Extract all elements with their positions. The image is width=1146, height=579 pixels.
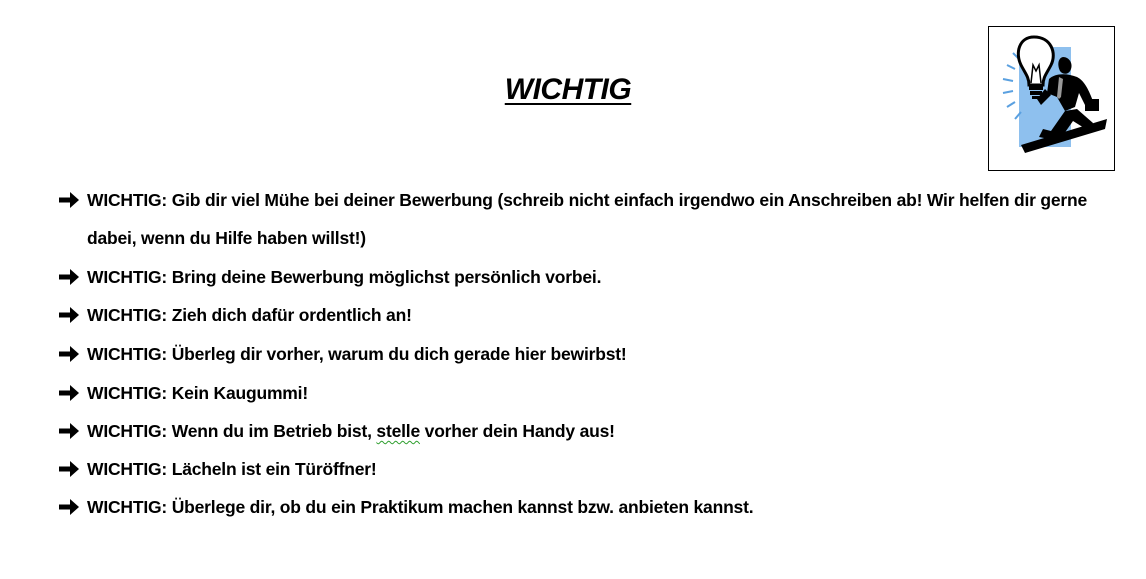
item-label: WICHTIG:: [87, 267, 168, 287]
item-label: WICHTIG:: [87, 383, 168, 403]
item-text: Gib dir viel Mühe bei deiner Bewerbung (schreib nicht einfach irgendwo ein Anschreiben ab! Wir helfen dir gerne dabei, wenn du Hilfe haben willst!): [87, 190, 1088, 248]
right-arrow-icon: [58, 191, 80, 209]
lightbulb-businessman-icon: [988, 26, 1115, 171]
right-arrow-icon: [58, 460, 80, 478]
item-label: WICHTIG:: [87, 344, 168, 364]
item-text: Bring deine Bewerbung möglichst persönlich vorbei.: [171, 267, 602, 287]
list-item: [58, 374, 1118, 412]
right-arrow-icon: [58, 306, 80, 324]
list-item: [58, 296, 1118, 334]
item-text: Kein Kaugummi!: [171, 383, 308, 403]
list-item: [58, 335, 1118, 373]
spellcheck-marked-word: stelle: [376, 421, 420, 441]
item-text-before: Wenn du im Betrieb bist,: [171, 421, 372, 441]
item-text: Überlege dir, ob du ein Praktikum machen kannst bzw. anbieten kannst.: [171, 497, 754, 517]
item-label: WICHTIG:: [87, 421, 168, 441]
item-label: WICHTIG:: [87, 190, 168, 210]
list-item: [58, 488, 1118, 526]
right-arrow-icon: [58, 422, 80, 440]
right-arrow-icon: [58, 498, 80, 516]
page-title: WICHTIG: [504, 73, 632, 106]
item-text-after: vorher dein Handy aus!: [424, 421, 615, 441]
list-item: [58, 258, 1118, 296]
item-text: Überleg dir vorher, warum du dich gerade hier bewirbst!: [171, 344, 627, 364]
list-item: [58, 412, 1118, 450]
item-label: WICHTIG:: [87, 459, 168, 479]
item-text: Lächeln ist ein Türöffner!: [171, 459, 377, 479]
item-label: WICHTIG:: [87, 305, 168, 325]
right-arrow-icon: [58, 345, 80, 363]
item-label: WICHTIG:: [87, 497, 168, 517]
list-item: [58, 181, 1118, 257]
right-arrow-icon: [58, 384, 80, 402]
right-arrow-icon: [58, 268, 80, 286]
list-item: [58, 450, 1118, 488]
item-text: Zieh dich dafür ordentlich an!: [171, 305, 412, 325]
